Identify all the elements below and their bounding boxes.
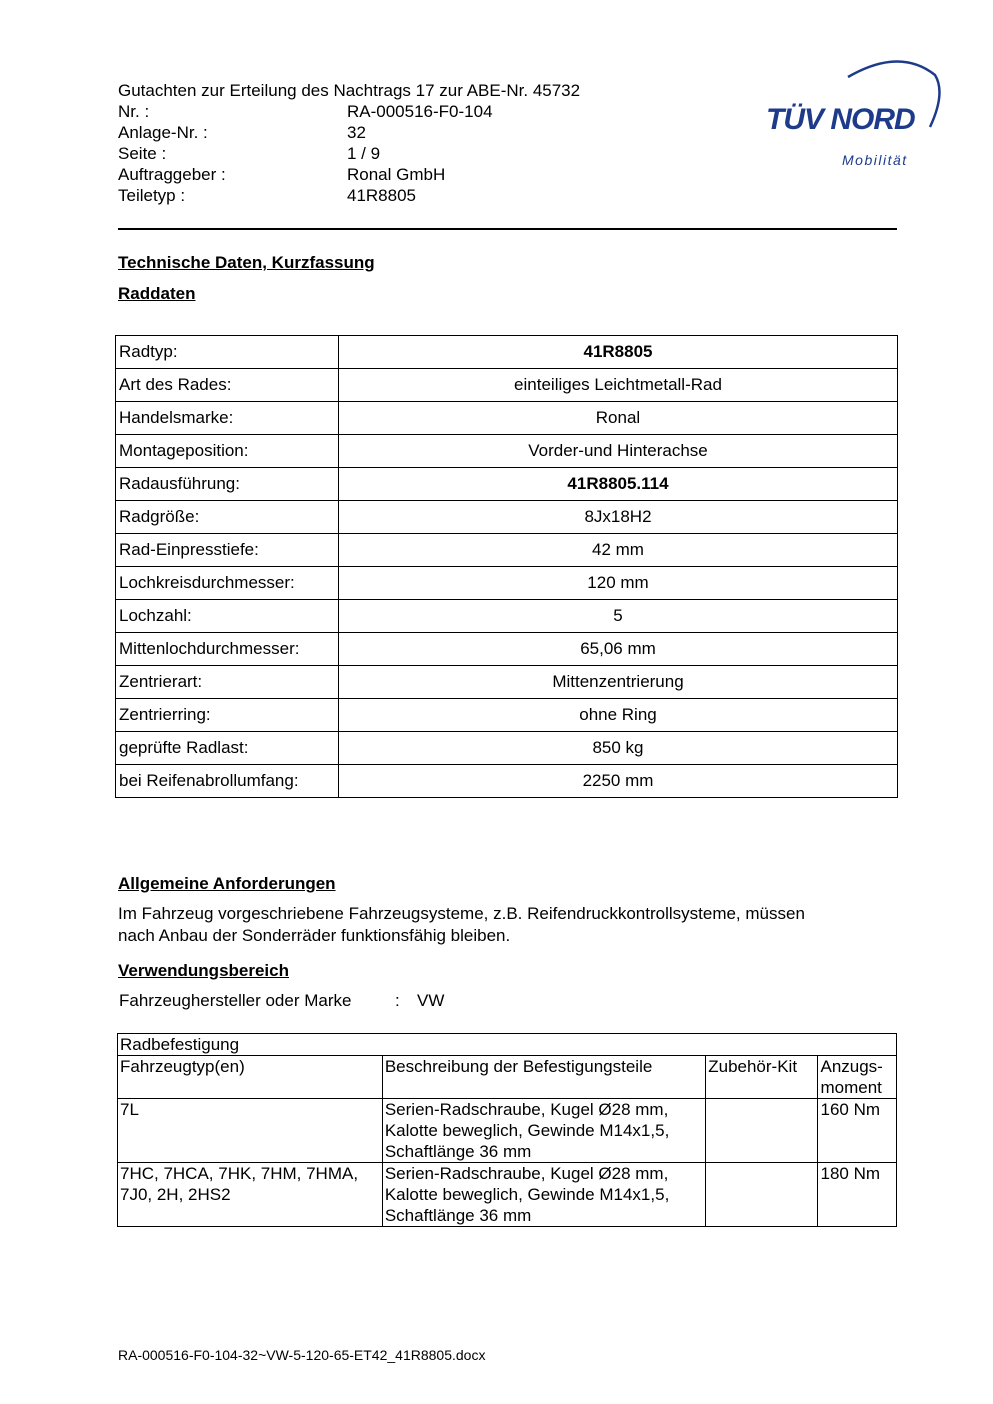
header-key: Nr. :: [118, 102, 150, 121]
row-value: Vorder-und Hinterachse: [339, 435, 898, 468]
allgemein-line: Im Fahrzeug vorgeschriebene Fahrzeugsysteme, z.B. Reifendruckkontrollsysteme, müssen: [118, 904, 805, 923]
column-header: Fahrzeugtyp(en): [118, 1056, 383, 1099]
row-value: ohne Ring: [339, 699, 898, 732]
header-divider: [118, 228, 897, 230]
row-value: Ronal: [339, 402, 898, 435]
table-cell: 7HC, 7HCA, 7HK, 7HM, 7HMA, 7J0, 2H, 2HS2: [118, 1163, 383, 1227]
header-row: [118, 122, 366, 143]
row-value: 5: [339, 600, 898, 633]
row-value: 2250 mm: [339, 765, 898, 798]
header-value: 32: [347, 123, 366, 142]
table-cell: [706, 1099, 818, 1163]
header-key: Seite :: [118, 144, 167, 163]
table-row: [116, 600, 898, 633]
table-cell: [706, 1163, 818, 1227]
row-label: Lochkreisdurchmesser:: [116, 567, 339, 600]
header-row: [118, 101, 493, 122]
row-label: Zentrierart:: [116, 666, 339, 699]
header-key: Auftraggeber :: [118, 165, 226, 184]
row-value: 8Jx18H2: [339, 501, 898, 534]
radbefestigung-table: [117, 1033, 897, 1227]
table-row: [116, 534, 898, 567]
row-label: Radausführung:: [116, 468, 339, 501]
header-value: RA-000516-F0-104: [347, 102, 493, 121]
hersteller-row: [119, 991, 444, 1011]
table-row: [116, 435, 898, 468]
header-value: 1 / 9: [347, 144, 381, 163]
table-cell: Serien-Radschraube, Kugel Ø28 mm, Kalotte beweglich, Gewinde M14x1,5, Schaftlänge 36 mm: [382, 1099, 705, 1163]
header-row: [118, 164, 445, 185]
column-header: Beschreibung der Befestigungsteile: [382, 1056, 705, 1099]
row-value: 120 mm: [339, 567, 898, 600]
document-title: Gutachten zur Erteilung des Nachtrags 17 zur ABE-Nr. 45732: [118, 81, 581, 100]
row-label: Montageposition:: [116, 435, 339, 468]
row-value: einteiliges Leichtmetall-Rad: [339, 369, 898, 402]
logo-subtitle: Mobilität: [842, 152, 908, 168]
section-title: Technische Daten, Kurzfassung: [118, 253, 375, 272]
header-key: Anlage-Nr. :: [118, 123, 208, 142]
table-row: [116, 732, 898, 765]
row-label: Lochzahl:: [116, 600, 339, 633]
allgemein-text: [118, 903, 898, 947]
row-label: Art des Rades:: [116, 369, 339, 402]
radbefestigung-caption: Radbefestigung: [118, 1034, 897, 1056]
allgemein-title: Allgemeine Anforderungen: [118, 874, 336, 893]
table-row: [116, 336, 898, 369]
table-cell: 160 Nm: [818, 1099, 897, 1163]
header-key: Teiletyp :: [118, 186, 186, 205]
footer-filename: RA-000516-F0-104-32~VW-5-120-65-ET42_41R8805.docx: [118, 1347, 486, 1363]
row-label: geprüfte Radlast:: [116, 732, 339, 765]
header-row: [118, 143, 380, 164]
table-row: [116, 468, 898, 501]
logo-brand: TÜV NORD: [766, 103, 915, 136]
table-cell: 180 Nm: [818, 1163, 897, 1227]
header-value: 41R8805: [347, 186, 417, 205]
table-row: [116, 699, 898, 732]
column-header: Anzugs- moment: [818, 1056, 897, 1099]
verwendung-title: Verwendungsbereich: [118, 961, 289, 980]
column-header: Zubehör-Kit: [706, 1056, 818, 1099]
row-value: 41R8805.114: [339, 468, 898, 501]
table-cell: Serien-Radschraube, Kugel Ø28 mm, Kalotte beweglich, Gewinde M14x1,5, Schaftlänge 36 mm: [382, 1163, 705, 1227]
row-label: Handelsmarke:: [116, 402, 339, 435]
table-row: [116, 369, 898, 402]
header-value: Ronal GmbH: [347, 165, 446, 184]
tuv-nord-logo: [760, 55, 945, 175]
raddaten-table: [115, 335, 898, 798]
row-value: 41R8805: [339, 336, 898, 369]
allgemein-line: nach Anbau der Sonderräder funktionsfähig bleiben.: [118, 926, 511, 945]
table-row: [116, 666, 898, 699]
table-row: [116, 765, 898, 798]
table-row: [116, 567, 898, 600]
section-subtitle: Raddaten: [118, 284, 196, 303]
row-label: Radtyp:: [116, 336, 339, 369]
table-cell: 7L: [118, 1099, 383, 1163]
row-label: Radgröße:: [116, 501, 339, 534]
row-label: bei Reifenabrollumfang:: [116, 765, 339, 798]
hersteller-label: Fahrzeughersteller oder Marke: [119, 991, 352, 1010]
row-label: Mittenlochdurchmesser:: [116, 633, 339, 666]
row-value: 42 mm: [339, 534, 898, 567]
hersteller-sep: :: [395, 991, 400, 1010]
table-row: [116, 402, 898, 435]
row-label: Zentrierring:: [116, 699, 339, 732]
table-row: [118, 1099, 897, 1163]
row-value: 65,06 mm: [339, 633, 898, 666]
row-label: Rad-Einpresstiefe:: [116, 534, 339, 567]
header-row: [118, 185, 416, 206]
table-row: [118, 1163, 897, 1227]
row-value: 850 kg: [339, 732, 898, 765]
table-row: [116, 633, 898, 666]
hersteller-value: VW: [417, 991, 445, 1010]
table-row: [116, 501, 898, 534]
row-value: Mittenzentrierung: [339, 666, 898, 699]
header-row: [118, 1056, 897, 1099]
